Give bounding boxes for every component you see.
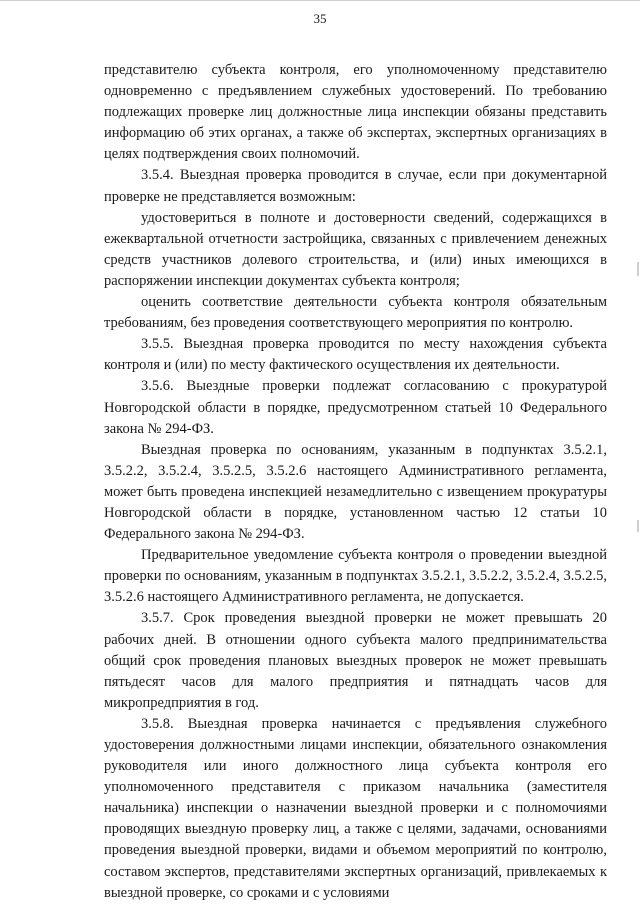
document-body [104, 60, 607, 904]
paragraph-3-5-6: 3.5.6. Выездные проверки подлежат согласованию с прокуратурой Новгородской области в порядке, предусмотренном статьей 10 Федерального закона № 294-ФЗ. [104, 378, 607, 437]
paragraph-continuation: представителю субъекта контроля, его уполномоченному представителю одновременно с предъявлением служебных удостоверений. По требованию подлежащих проверке лиц должностные лица инспекции обязаны представить информацию об этих органах, а также об экспертах, экспертных организациях в целях подтверждения своих полномочий. [104, 62, 607, 163]
page-number: 35 [313, 11, 327, 26]
paragraph-3-5-5: 3.5.5. Выездная проверка проводится по месту нахождения субъекта контроля и (или) по месту фактического осуществления их деятельности. [104, 336, 607, 374]
paragraph-3-5-6-immediate: Выездная проверка по основаниям, указанным в подпунктах 3.5.2.1, 3.5.2.2, 3.5.2.4, 3.5.2.5, 3.5.2.6 настоящего Административного регламента, может быть проведена инспекцией незамедлительно с извещением прокуратуры Новгородской области в порядке, установленном частью 12 статьи 10 Федерального закона № 294-ФЗ. [104, 441, 607, 543]
paragraph-3-5-6-notice: Предварительное уведомление субъекта контроля о проведении выездной проверки по основаниям, указанным в подпунктах 3.5.2.1, 3.5.2.2, 3.5.2.4, 3.5.2.5, 3.5.2.6 настоящего Административного регламента, не допускается. [104, 547, 607, 606]
paragraph-3-5-4-item-completeness: удостовериться в полноте и достоверности сведений, содержащихся в ежеквартальной отчетности застройщика, связанных с привлечением денежных средств участников долевого строительства, и (или) иных имеющихся в распоряжении инспекции документах субъекта контроля; [104, 209, 607, 289]
paragraph-3-5-4-item-compliance: оценить соответствие деятельности субъекта контроля обязательным требованиям, без проведения соответствующего мероприятия по контролю. [104, 294, 607, 332]
scan-artifact-mark [637, 520, 639, 532]
paragraph-3-5-7: 3.5.7. Срок проведения выездной проверки не может превышать 20 рабочих дней. В отношении одного субъекта малого предпринимательства общий срок проведения плановых выездных проверок не может превышать пятьдесят часов для малого предприятия и пятнадцать часов для микропредприятия в год. [104, 610, 607, 711]
paragraph-3-5-4: 3.5.4. Выездная проверка проводится в случае, если при документарной проверке не представляется возможным: [104, 167, 607, 205]
paragraph-3-5-8: 3.5.8. Выездная проверка начинается с предъявления служебного удостоверения должностными лицами инспекции, обязательного ознакомления руководителя или иного должностного лица субъекта контроля его уполномоченного представителя с приказом начальника (заместителя начальника) инспекции о назначении выездной проверки и с полномочиями проводящих выездную проверку лиц, а также с целями, задачами, основаниями проведения выездной проверки, видами и объемом мероприятий по контролю, составом экспертов, представителями экспертных организаций, привлекаемых к выездной проверке, со сроками и с условиями [104, 715, 607, 901]
page-top-edge [0, 0, 640, 1]
scan-artifact-mark [637, 262, 639, 276]
